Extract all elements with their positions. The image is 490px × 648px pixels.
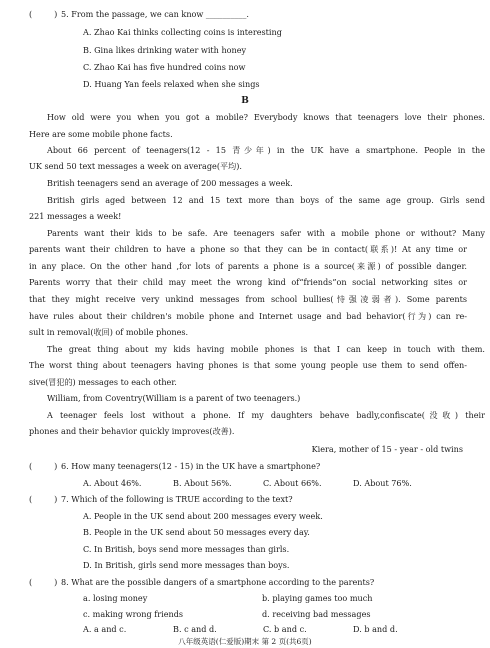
option-d: D. In British, girls send more messages than boys. xyxy=(83,560,290,570)
passage-line: A teenager feels lost without a phone. If my daughters behave badly,confiscate(没收) their xyxy=(47,410,485,420)
passage-line: in any place. On the other hand ,for lots of parents a phone is a source(来源) of possible danger. xyxy=(29,261,467,271)
option-a: A. People in the UK send about 200 messages every week. xyxy=(83,511,323,521)
option-b: B. About 56%. xyxy=(173,478,232,488)
option-b: B. Gina likes drinking water with honey xyxy=(83,45,247,55)
passage-line: The great thing about my kids having mobile phones is that I can keep in touch with them. xyxy=(47,344,485,354)
item-d: d. receiving bad messages xyxy=(262,609,371,619)
section-heading: B xyxy=(241,96,249,106)
passage-line: UK send 50 text messages a week on average(平均). xyxy=(29,161,242,171)
item-c: c. making wrong friends xyxy=(83,609,184,619)
option-d: D. About 76%. xyxy=(353,478,412,488)
question-7 xyxy=(29,494,293,504)
passage-line: Here are some mobile phone facts. xyxy=(29,129,173,139)
passage-line: sive(冒犯的) messages to each other. xyxy=(29,377,177,387)
option-c: C. In British, boys send more messages than girls. xyxy=(83,544,290,554)
option-b: B. c and d. xyxy=(173,624,217,634)
question-8 xyxy=(29,577,374,587)
option-b: B. People in the UK send about 50 messages every day. xyxy=(83,527,310,537)
option-a: A. About 46%. xyxy=(83,478,142,488)
passage-line: About 66 percent of teenagers(12 - 15 青少年) in the UK have a smartphone. People in the xyxy=(47,145,485,155)
question-5 xyxy=(29,9,249,19)
passage-line: How old were you when you got a mobile? Everybody knows that teenagers love their phones. xyxy=(47,112,485,122)
option-d: D. b and d. xyxy=(353,624,398,634)
item-b: b. playing games too much xyxy=(262,593,373,603)
passage-line: 221 messages a week! xyxy=(29,211,122,221)
passage-line: parents want their children to have a phone so that they can be in contact(联系)! At any time or xyxy=(29,244,467,254)
option-a: A. Zhao Kai thinks collecting coins is interesting xyxy=(83,27,282,37)
item-a: a. losing money xyxy=(83,593,148,603)
option-d: D. Huang Yan feels relaxed when she sings xyxy=(83,79,260,89)
passage-line: have rules about their children's mobile phone and Internet usage and bad behavior(行为) can re- xyxy=(29,311,467,321)
question-6 xyxy=(29,461,320,471)
passage-line: Parents worry that their child may meet the wrong kind of“friends”on social networking sites or xyxy=(29,277,467,287)
question-stem: 7. Which of the following is TRUE according to the text? xyxy=(61,494,293,504)
question-stem: 8. What are the possible dangers of a smartphone according to the parents? xyxy=(61,577,375,587)
passage-line: that they might receive very unkind messages from school bullies(恃强凌弱者). Some parents xyxy=(29,294,467,304)
question-stem: 5. From the passage, we can know __________. xyxy=(61,9,249,19)
option-c: C. b and c. xyxy=(263,624,307,634)
option-c: C. About 66%. xyxy=(263,478,322,488)
signature: Kiera, mother of 15 - year - old twins xyxy=(311,444,463,454)
q8-options xyxy=(83,624,443,634)
passage-line: Parents want their kids to be safe. Are teenagers safer with a mobile phone or without? Many xyxy=(47,228,485,238)
passage-line: British teenagers send an average of 200 messages a week. xyxy=(47,178,293,188)
passage-line: sult in removal(收回) of mobile phones. xyxy=(29,327,189,337)
passage-line: William, from Coventry(William is a parent of two teenagers.) xyxy=(47,393,301,403)
option-a: A. a and c. xyxy=(83,624,127,634)
passage-line: The worst thing about teenagers having phones is that some young people use them to send offen- xyxy=(29,360,467,370)
answer-paren[interactable]: ( ) xyxy=(29,577,58,587)
answer-paren[interactable]: ( ) xyxy=(29,9,58,19)
passage-line: British girls aged between 12 and 15 text more than boys of the same age group. Girls send xyxy=(47,195,485,205)
answer-paren[interactable]: ( ) xyxy=(29,494,58,504)
option-c: C. Zhao Kai has five hundred coins now xyxy=(83,62,246,72)
question-stem: 6. How many teenagers(12 - 15) in the UK have a smartphone? xyxy=(61,461,321,471)
passage-line: phones and their behavior quickly improves(改善). xyxy=(29,426,235,436)
page-footer: 八年级英语(仁爱版)期末 第 2 页(共6页) xyxy=(178,637,312,646)
q6-options xyxy=(83,478,443,488)
answer-paren[interactable]: ( ) xyxy=(29,461,58,471)
